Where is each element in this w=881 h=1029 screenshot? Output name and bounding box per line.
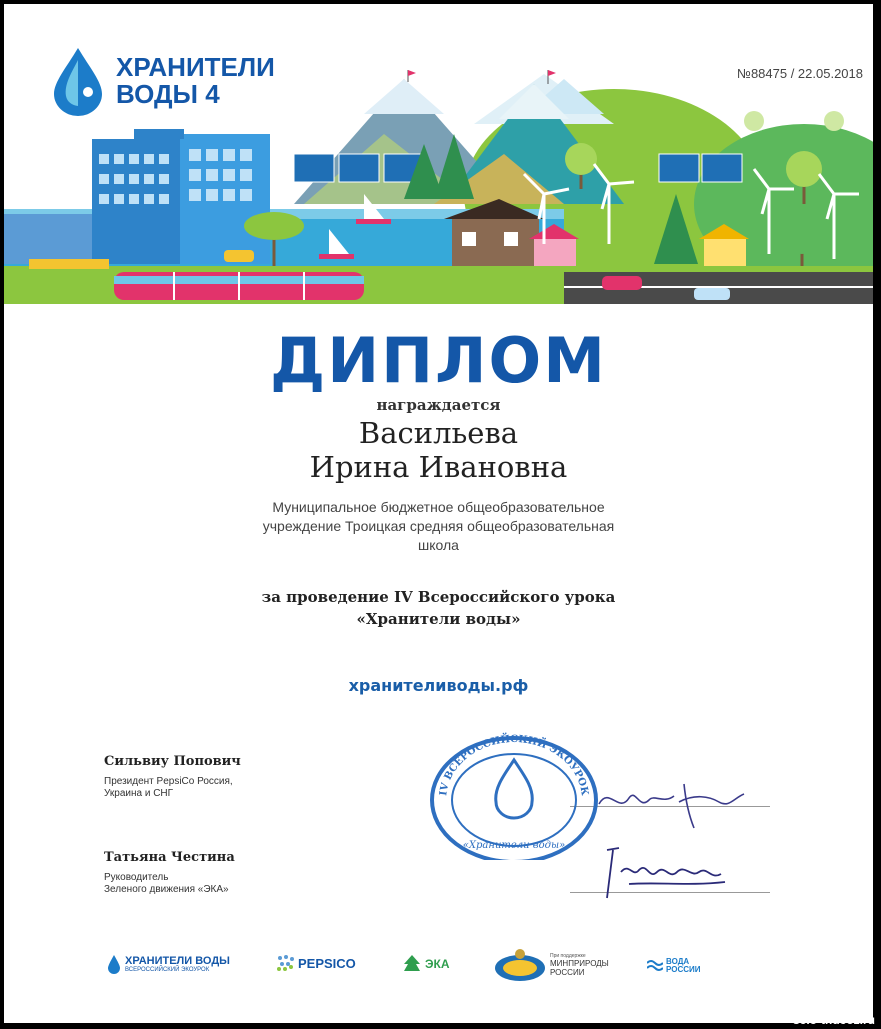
recipient-surname: Васильева: [358, 416, 519, 450]
footer-minprirody-line: МИНПРИРОДЫ: [550, 959, 609, 968]
signatory-name: Татьяна Честина: [104, 850, 235, 865]
diploma-title: ДИПЛОМ: [270, 324, 607, 397]
logo-title-line2: ВОДЫ 4: [116, 79, 220, 109]
wave-icon: [647, 959, 663, 973]
footer-voda-line: ВОДА: [666, 957, 690, 966]
footer-logo-subtitle: ВСЕРОССИЙСКИЙ ЭКОУРОК: [125, 967, 210, 973]
footer-voda-line: РОССИИ: [666, 965, 701, 974]
organization-line: Муниципальное бюджетное общеобразовательное: [272, 499, 605, 515]
site-watermark: selo-tr.ucoz.ru: [792, 1013, 875, 1027]
organization-line: школа: [418, 537, 459, 553]
signatory-name: Сильвиу Попович: [104, 754, 241, 769]
reason-line: «Хранители воды»: [356, 610, 521, 628]
award-reason: [4, 586, 873, 630]
event-logo: [52, 46, 275, 116]
footer-logo-voda-rossii: [647, 958, 701, 974]
signatory-role: Президент PepsiCo Россия, Украина и СНГ: [104, 776, 233, 799]
water-drop-icon: [107, 954, 121, 974]
signature-scribble-2: [599, 842, 759, 904]
footer-logo-title: ХРАНИТЕЛИ ВОДЫ: [125, 955, 230, 967]
footer-logo-keepers: [107, 954, 230, 974]
stamp-ring-text: IV ВСЕРОССИЙСКИЙ ЭКОУРОК: [438, 733, 590, 797]
reason-line: за проведение IV Всероссийского урока: [261, 588, 616, 606]
footer-minprirody-sub: При поддержке: [550, 953, 586, 959]
russia-emblem-icon: [494, 948, 546, 982]
signature-scribble-1: [594, 774, 754, 834]
footer-logo-eka: [402, 954, 450, 974]
footer-minprirody-line: РОССИИ: [550, 968, 585, 977]
organization-line: учреждение Троицкая средняя общеобразовательная: [262, 518, 615, 534]
footer-pepsico-label: PEPSICO: [298, 955, 356, 971]
organization-name: [184, 498, 693, 555]
hero-illustration: [4, 4, 873, 304]
stamp-drop-icon: [496, 760, 533, 818]
water-drop-icon: [52, 46, 104, 116]
partner-logos: [4, 954, 873, 994]
eka-tree-icon: [402, 954, 422, 974]
stamp-center-text: «Хранители воды»: [462, 840, 566, 851]
stamp-seal: [424, 730, 604, 860]
certificate-number: №88475 / 22.05.2018: [737, 66, 863, 81]
recipient-given-names: Ирина Ивановна: [309, 450, 568, 484]
logo-title-line1: ХРАНИТЕЛИ: [116, 52, 275, 82]
footer-eka-label: ЭКА: [425, 957, 450, 971]
footer-logo-minprirody: [494, 948, 609, 982]
pepsico-dots-icon: [276, 954, 296, 972]
signatory-role: Руководитель Зеленого движения «ЭКА»: [104, 872, 229, 895]
footer-logo-pepsico: [276, 954, 356, 972]
diploma-page: [4, 4, 873, 1023]
website-link[interactable]: хранителиводы.рф: [348, 676, 529, 695]
awarded-label: награждается: [376, 396, 501, 414]
